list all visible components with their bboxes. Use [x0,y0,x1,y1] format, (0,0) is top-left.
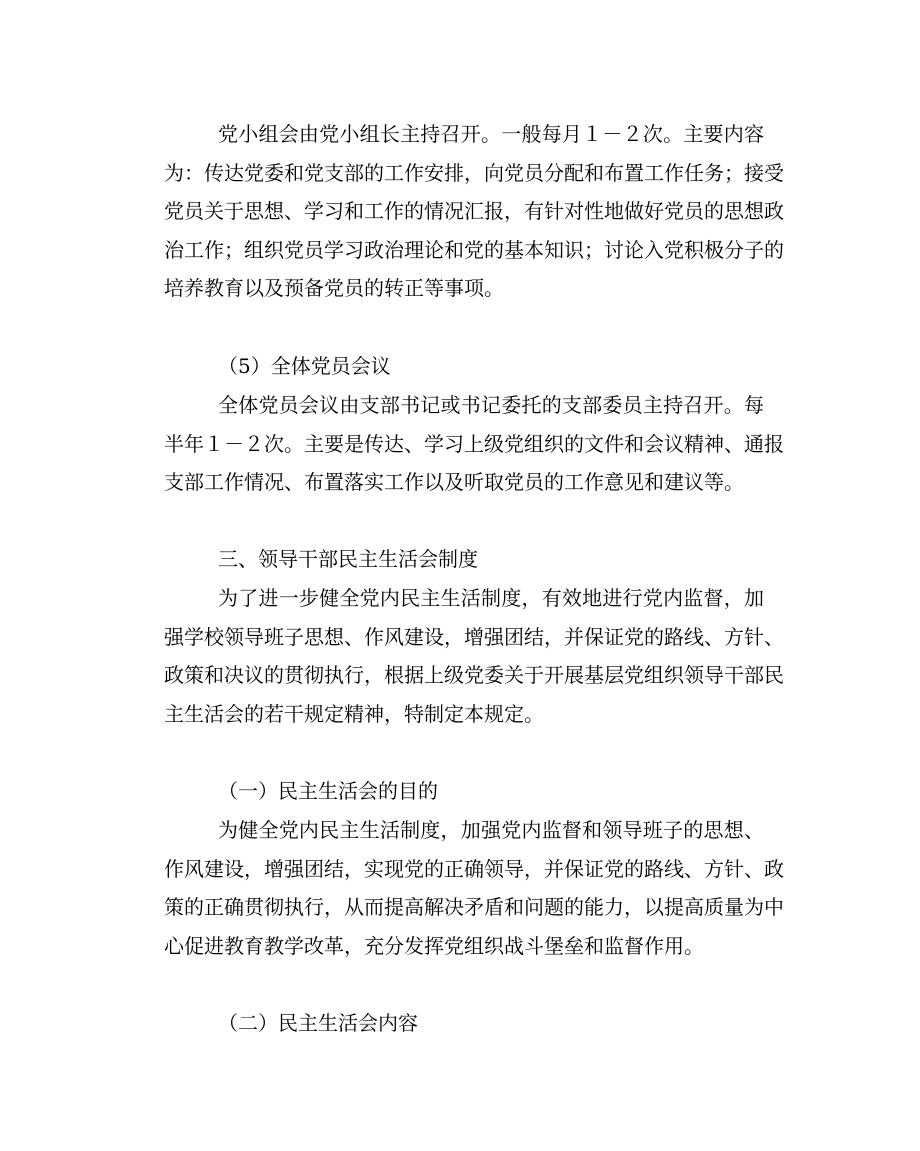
text-line: 心促进教育教学改革，充分发挥党组织战斗堡垒和监督作用。 [164,933,704,958]
text-line: 党员关于思想、学习和工作的情况汇报，有针对性地做好党员的思想政 [164,199,784,223]
text-line: 党小组会由党小组长主持召开。一般每月１－２次。主要内容 [218,122,764,146]
text-line: 作风建设，增强团结，实现党的正确领导，并保证党的路线、方针、政 [164,856,784,881]
heading-democratic-life-system: 三、领导干部民主生活会制度 [218,547,478,571]
text-line: 为：传达党委和党支部的工作安排，向党员分配和布置工作任务；接受 [164,160,784,185]
text-line: 治工作；组织党员学习政治理论和党的基本知识；讨论入党积极分子的 [164,237,784,262]
text-line: 半年１－２次。主要是传达、学习上级党组织的文件和会议精神、通报 [164,431,784,456]
text-line: 全体党员会议由支部书记或书记委托的支部委员主持召开。每 [218,393,764,417]
text-line: 为健全党内民主生活制度，加强党内监督和领导班子的思想、 [218,818,764,842]
text-line: 为了进一步健全党内民主生活制度，有效地进行党内监督，加 [218,586,764,610]
text-line: 培养教育以及预备党员的转正等事项。 [164,276,504,300]
heading-content: （二）民主生活会内容 [218,1011,418,1035]
paragraph-party-group-meeting [164,115,784,308]
heading-purpose: （一）民主生活会的目的 [218,779,438,803]
text-line: 主生活会的若干规定精神，特制定本规定。 [164,701,544,726]
text-line: 支部工作情况、布置落实工作以及听取党员的工作意见和建议等。 [164,470,744,494]
paragraph-democratic-life-intro [164,579,784,733]
text-line: 策的正确贯彻执行，从而提高解决矛盾和问题的能力，以提高质量为中 [164,895,784,919]
text-line: 强学校领导班子思想、作风建设，增强团结，并保证党的路线、方针、 [164,624,784,649]
heading-all-member-meeting: （5）全体党员会议 [218,354,391,378]
paragraph-purpose [164,811,784,965]
paragraph-all-member-meeting [164,386,784,502]
text-line: 政策和决议的贯彻执行，根据上级党委关于开展基层党组织领导干部民 [164,663,784,687]
